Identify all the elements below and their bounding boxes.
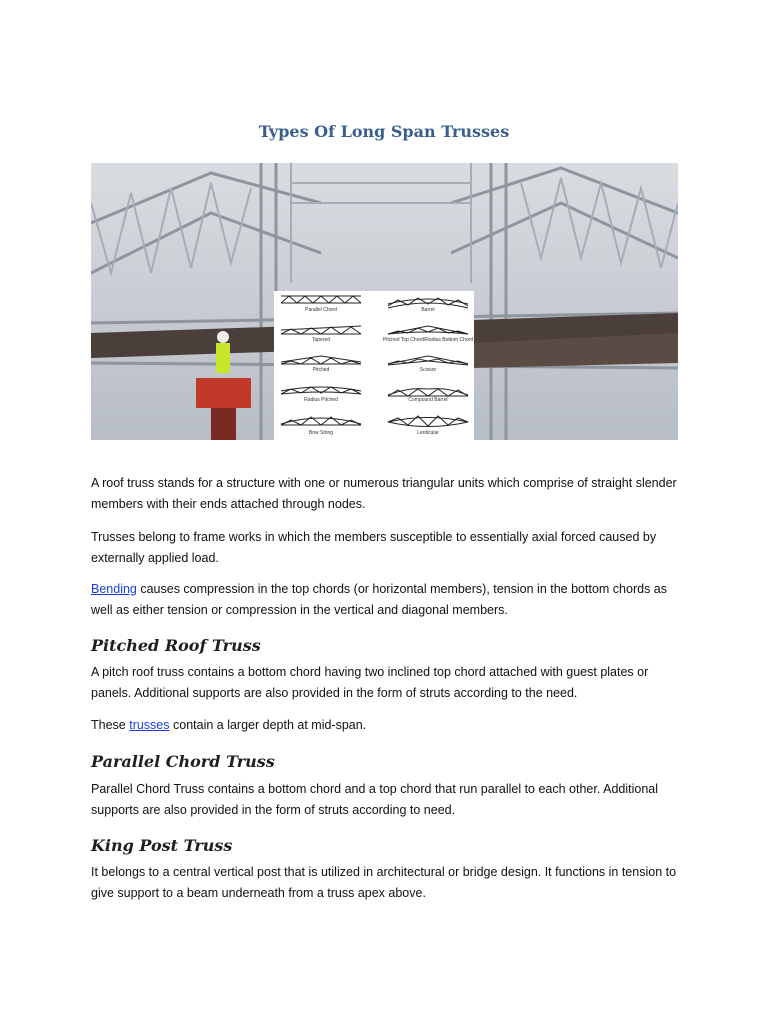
diagram-label: Scissor (419, 367, 437, 373)
kingpost-paragraph-1: It belongs to a central vertical post that is utilized in architectural or bridge design. It functions in tension to give support to a beam underneath from a truss apex above. (91, 865, 677, 900)
page-title: Types Of Long Span Trusses (258, 122, 510, 141)
diagram-label: Lenticular (417, 430, 439, 436)
diagram-label: Tapered (311, 337, 331, 343)
truss-photo (91, 163, 678, 440)
heading-parallel-chord-truss: Parallel Chord Truss (91, 752, 275, 771)
diagram-label: Parallel Chord (305, 307, 337, 313)
diagram-label: Barrel (421, 307, 435, 313)
pitched-paragraph-2-before: These (91, 718, 130, 732)
intro-paragraph-3-text: causes compression in the top chords (or horizontal members), tension in the bottom chords as well as either tension or compression in the vertical and diagonal members. (91, 582, 667, 617)
pitched-paragraph-2 (91, 715, 681, 736)
diagram-label: Compound Barrel (408, 397, 448, 403)
intro-paragraph-3 (91, 579, 681, 621)
diagram-label: Pitched (312, 367, 330, 373)
diagram-label: Bow String (308, 430, 334, 436)
parallel-paragraph-1: Parallel Chord Truss contains a bottom chord and a top chord that run parallel to each other. Additional supports are also provided in the form of struts according to need. (91, 782, 659, 817)
heading-king-post-truss: King Post Truss (91, 836, 233, 855)
truss-photo-graphic (91, 163, 678, 440)
trusses-link[interactable]: trusses (129, 718, 170, 732)
pitched-paragraph-2-after: contain a larger depth at mid-span. (169, 718, 367, 732)
pitched-paragraph-1: A pitch roof truss contains a bottom chord having two inclined top chord attached with guest plates or panels. Additional supports are also provided in the form of struts according to the need. (91, 665, 649, 700)
intro-paragraph-1: A roof truss stands for a structure with one or numerous triangular units which comprise of straight slender members with their ends attached through nodes. (91, 476, 677, 511)
bending-link[interactable]: Bending (91, 582, 137, 596)
intro-paragraph-2: Trusses belong to frame works in which the members susceptible to essentially axial forced caused by externally applied load. (91, 530, 657, 565)
diagram-label: Radius Pitched (304, 397, 338, 403)
diagram-label: Pitched Top Chord/Radius Bottom Chord (382, 337, 474, 343)
heading-pitched-roof-truss: Pitched Roof Truss (91, 636, 261, 655)
